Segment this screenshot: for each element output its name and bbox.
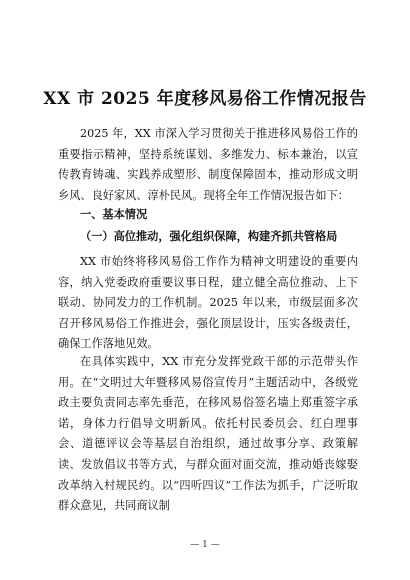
body-paragraph: 在具体实践中，XX 市充分发挥党政干部的示范带头作用。在“文明过大年暨移风易俗宣传月”主题活动中，各级党政主要负责同志率先垂范，在移风易俗签名墙上郑重签字承诺，身体力行倡导文明新风。依托村民委员会、红白理事会、道德评议会等基层自治组织，通过故事分享、政策解读、发放倡议书等方式，与群众面对面交流，推动婚丧嫁娶改革纳入村规民约。以“四听四议”工作法为抓手，广泛听取群众意见，共同商议制 xyxy=(58,355,358,513)
body-paragraph: XX 市始终将移风易俗工作作为精神文明建设的重要内容，纳入党委政府重要议事日程，建立健全高位推动、上下联动、协同发力的工作机制。2025 年以来，市级层面多次召开移风易俗工作推进会，强化顶层设计，压实各级责任，确保工作落地见效。 xyxy=(58,255,358,351)
section-heading: 一、基本情况 xyxy=(80,208,148,221)
subsection-heading: （一）高位推动，强化组织保障，构建齐抓共管格局 xyxy=(80,230,338,243)
document-title: XX 市 2025 年度移风易俗工作情况报告 xyxy=(43,89,367,109)
page-number: — 1 — xyxy=(190,540,220,550)
intro-paragraph: 2025 年，XX 市深入学习贯彻关于推进移风易俗工作的重要指示精神，坚持系统谋划、多维发力、标本兼治，以宣传教育铸魂、实践养成塑形、制度保障固本，推动形成文明乡风、良好家风、淳朴民风。现将全年工作情况报告如下： xyxy=(58,127,358,202)
